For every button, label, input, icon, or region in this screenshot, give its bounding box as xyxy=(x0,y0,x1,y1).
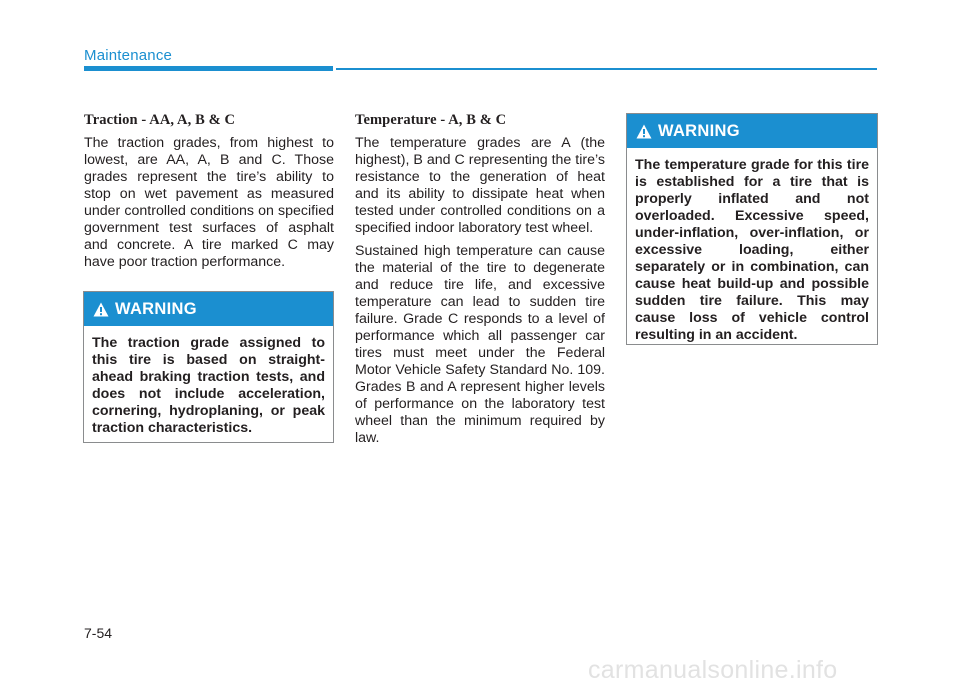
traction-heading: Traction - AA, A, B & C xyxy=(84,112,236,128)
warning-label: WARNING xyxy=(658,121,740,140)
warning-triangle-icon xyxy=(636,124,652,139)
temperature-paragraph-1: The temperature grades are A (the highest), B and C representing the tire’s resistance to the generation of heat and its ability to dissipate heat when tested under controlled conditions on a specified indoor laboratory test wheel. xyxy=(355,135,605,236)
temperature-warning-box xyxy=(626,113,878,345)
warning-triangle-icon xyxy=(93,302,109,317)
warning-label: WARNING xyxy=(115,299,197,318)
traction-warning-box xyxy=(83,291,334,443)
warning-header xyxy=(84,292,333,326)
warning-header xyxy=(627,114,877,148)
traction-paragraph: The traction grades, from highest to lowest, are AA, A, B and C. Those grades represent the tire’s ability to stop on wet pavement as measured under controlled conditions on specified government test surfaces of asphalt and concrete. A tire marked C may have poor traction performance. xyxy=(84,135,334,270)
page-number: 7-54 xyxy=(84,625,113,641)
temperature-column xyxy=(355,112,605,453)
temperature-heading: Temperature - A, B & C xyxy=(355,112,507,128)
warning-text: The temperature grade for this tire is established for a tire that is properly inflated and not overloaded. Excessive speed, under-inflation, over-inflation, or excessive loading, either separately or in combination, can cause heat build-up and possible sudden tire failure. This may cause loss of vehicle control resulting in an accident. xyxy=(635,157,869,343)
traction-column xyxy=(84,112,334,277)
section-title: Maintenance xyxy=(84,47,173,64)
header-rule-thick xyxy=(84,66,333,71)
temperature-paragraph-2: Sustained high temperature can cause the material of the tire to degenerate and reduce tire life, and excessive temperature can lead to sudden tire failure. Grade C responds to a level of performance which all passenger car tires must meet under the Federal Motor Vehicle Safety Standard No. 109. Grades B and A represent higher levels of performance on the laboratory test wheel than the minimum required by law. xyxy=(355,243,605,446)
warning-text: The traction grade assigned to this tire is based on straight-ahead braking traction tests, and does not include acceleration, cornering, hydroplaning, or peak traction characteristics. xyxy=(92,335,325,436)
header-rule-thin xyxy=(336,68,877,70)
watermark: carmanualsonline.info xyxy=(588,656,838,684)
